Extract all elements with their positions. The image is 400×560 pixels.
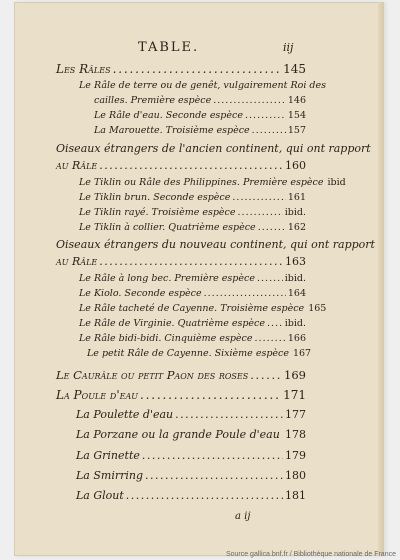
toc-entry [94, 125, 306, 136]
toc-entry [56, 142, 371, 155]
toc-entry-text: Le Râle bidi-bidi. Cinquième espèce [79, 333, 253, 344]
toc-entry-text: La Porzane ou la grande Poule d'eau [76, 428, 280, 441]
toc-entry-text: Le Caurâle ou petit Paon des roses [56, 368, 249, 382]
toc-entry [56, 238, 375, 251]
toc-entry-page: 171 [283, 388, 306, 402]
toc-entry-text: Le Tiklin à collier. Quatrième espèce [79, 222, 256, 233]
book-page [14, 2, 384, 556]
toc-entry-text: La Smirring [76, 469, 144, 482]
toc-entry-page: ibid. [284, 318, 306, 329]
toc-entry-text: La Marouette. Troisième espèce [94, 125, 250, 136]
leader-dots [113, 62, 282, 76]
toc-entry-text: Le Kiolo. Seconde espèce [79, 288, 202, 299]
leader-dots [126, 489, 283, 502]
toc-entry [56, 368, 306, 382]
toc-entry [94, 95, 306, 106]
leader-dots [232, 192, 286, 203]
leader-dots [142, 449, 283, 462]
toc-entry-page: 163 [285, 255, 306, 268]
toc-entry-page: 161 [287, 192, 306, 203]
page-header [14, 40, 384, 56]
page-folio: iij [283, 41, 294, 54]
toc-entry [76, 428, 306, 441]
leader-dots [250, 368, 282, 382]
toc-entry-page: 180 [285, 469, 306, 482]
toc-entry-page: 146 [287, 95, 306, 106]
source-credit: Source gallica.bnf.fr / Bibliothèque nationale de France [225, 551, 396, 558]
toc-entry-page: 164 [287, 288, 306, 299]
leader-dots [245, 110, 286, 121]
toc-entry-text: cailles. Première espèce [94, 95, 212, 106]
toc-entry-text: La Poule d'eau [56, 388, 138, 402]
leader-dots [99, 159, 283, 172]
toc-entry-text: au Râle [56, 255, 98, 268]
toc-entry [94, 110, 306, 121]
toc-entry-page: 181 [285, 489, 306, 502]
toc-entry-text: Le Râle à long bec. Première espèce [79, 273, 255, 284]
toc-entry-text: Oiseaux étrangers de l'ancien continent, qui ont rapport [56, 142, 371, 155]
toc-entry [79, 288, 306, 299]
toc-entry-text: Le Tiklin rayé. Troisième espèce [79, 207, 236, 218]
toc-entry-page: ibid. [284, 207, 306, 218]
toc-entry-page: ibid [327, 177, 346, 188]
toc-entry [79, 333, 306, 344]
toc-entry [56, 159, 306, 172]
leader-dots [204, 288, 286, 299]
toc-entry [76, 489, 306, 502]
toc-entry [76, 469, 306, 482]
toc-entry [79, 222, 306, 233]
toc-entry-text: Les Râles [56, 62, 111, 76]
toc-entry-page: 179 [285, 449, 306, 462]
toc-entry-page: 167 [292, 348, 312, 359]
toc-entry [79, 207, 306, 218]
toc-entry-text: Le Râle d'eau. Seconde espèce [94, 110, 243, 121]
toc-entry [56, 255, 306, 268]
leader-dots [257, 273, 283, 284]
toc-entry-page: 160 [285, 159, 306, 172]
toc-entry-page: 157 [287, 125, 306, 136]
toc-entry-text: Oiseaux étrangers du nouveau continent, qui ont rapport [56, 238, 375, 251]
toc-entry [79, 318, 306, 329]
toc-entry-text: au Râle [56, 159, 98, 172]
toc-entry [56, 388, 306, 402]
toc-entry [76, 408, 306, 421]
toc-entry-text: Le Tiklin brun. Seconde espèce [79, 192, 231, 203]
toc-entry-text: Le Râle de Virginie. Quatrième espèce [79, 318, 265, 329]
leader-dots [99, 255, 283, 268]
leader-dots [254, 333, 285, 344]
toc-entry-text: Le Tiklin ou Râle des Philippines. Première espèce [79, 177, 324, 188]
toc-entry-text: La Grinette [76, 449, 140, 462]
leader-dots [140, 388, 281, 402]
page-title: TABLE. [138, 40, 200, 55]
signature-mark: a ij [235, 511, 251, 522]
toc-entry-page: 165 [308, 303, 327, 314]
toc-entry [56, 62, 306, 76]
page-edge [378, 2, 384, 556]
leader-dots [252, 125, 286, 136]
leader-dots [267, 318, 283, 329]
toc-entry [79, 273, 306, 284]
toc-entry-page: 169 [284, 368, 306, 382]
toc-entry [87, 348, 312, 359]
toc-entry [79, 80, 326, 91]
toc-entry-text: La Poulette d'eau [76, 408, 174, 421]
leader-dots [145, 469, 283, 482]
leader-dots [282, 428, 283, 441]
toc-entry-page: 154 [287, 110, 306, 121]
toc-entry-page: 145 [283, 62, 306, 76]
toc-entry-text: La Glout [76, 489, 124, 502]
leader-dots [238, 207, 283, 218]
leader-dots [175, 408, 283, 421]
leader-dots [258, 222, 286, 233]
toc-entry-page: 162 [287, 222, 306, 233]
toc-entry-page: 178 [285, 428, 306, 441]
toc-entry-page: 166 [287, 333, 306, 344]
toc-entry-text: Le Râle tacheté de Cayenne. Troisième espèce [79, 303, 305, 314]
toc-entry [79, 192, 306, 203]
toc-entry [79, 303, 327, 314]
toc-entry-page: ibid. [284, 273, 306, 284]
leader-dots [213, 95, 286, 106]
toc-entry-text: Le petit Râle de Cayenne. Sixième espèce [87, 348, 289, 359]
toc-entry [79, 177, 346, 188]
toc-entry-text: Le Râle de terre ou de genêt, vulgairement Roi des [79, 80, 326, 91]
toc-entry [76, 449, 306, 462]
toc-entry-page: 177 [285, 408, 306, 421]
